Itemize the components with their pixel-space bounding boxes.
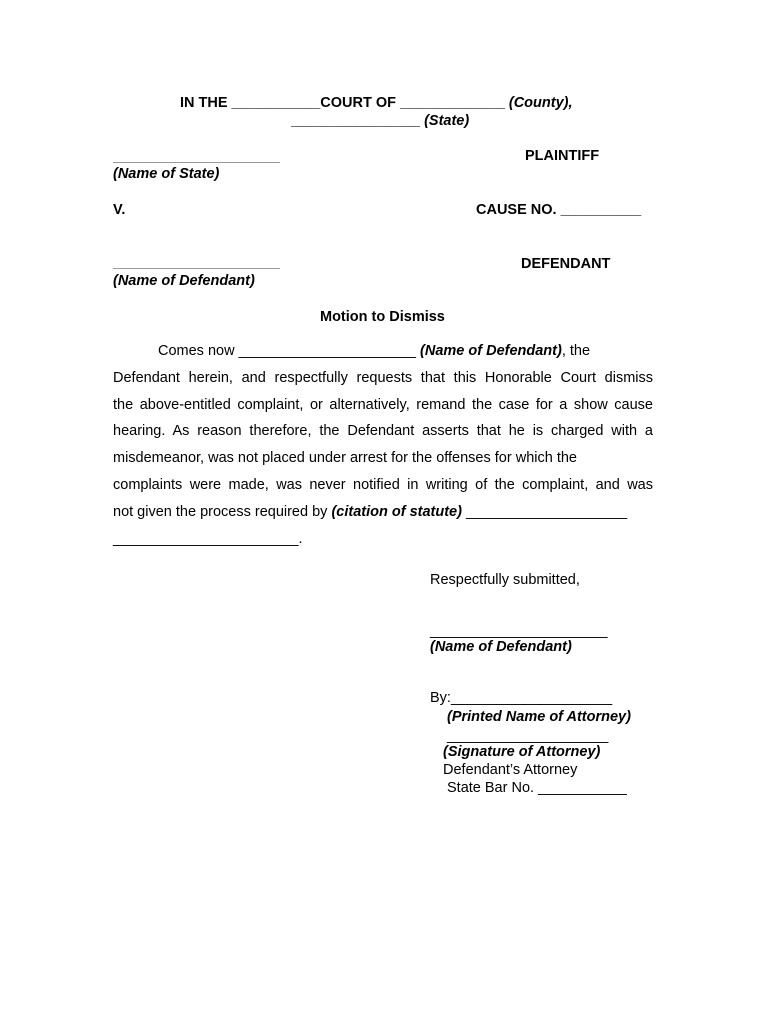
plaintiff-name-line xyxy=(113,162,280,163)
plaintiff-label: PLAINTIFF xyxy=(525,148,600,164)
document-title: Motion to Dismiss xyxy=(320,309,445,325)
attorney-signature-line: ____________________ xyxy=(447,728,609,744)
body-line-7-suffix: ____________________ xyxy=(461,503,628,520)
respectfully-submitted: Respectfully submitted, xyxy=(430,572,580,588)
defendant-name-placeholder: (Name of Defendant) xyxy=(420,343,562,359)
signature-defendant-name: (Name of Defendant) xyxy=(430,639,572,655)
plaintiff-name-label: (Name of State) xyxy=(113,166,220,182)
defendant-label: DEFENDANT xyxy=(521,256,611,272)
body-line-8: _______________________. xyxy=(113,530,303,547)
defendant-name-line xyxy=(113,268,280,269)
body-line-1-prefix: Comes now ______________________ xyxy=(158,343,421,359)
by-line: By:____________________ xyxy=(430,690,613,706)
body-line-6: complaints were made, was never notified in writing of the complaint, and was xyxy=(113,476,653,493)
body-line-3: the above-entitled complaint, or alternatively, remand the case for a show cause xyxy=(113,396,653,413)
versus-label: V. xyxy=(113,202,126,218)
signature-of-attorney: (Signature of Attorney) xyxy=(443,744,601,760)
body-line-2: Defendant herein, and respectfully requests that this Honorable Court dismiss xyxy=(113,369,653,386)
attorney-role: Defendant’s Attorney xyxy=(443,762,578,778)
court-caption-line2 xyxy=(291,112,469,130)
body-line-7-prefix: not given the process required by xyxy=(113,503,332,520)
state-blank: ________________ xyxy=(291,113,421,129)
printed-name-of-attorney: (Printed Name of Attorney) xyxy=(447,709,631,725)
body-line-1-suffix: , the xyxy=(561,343,591,359)
state-bar-number: State Bar No. ___________ xyxy=(447,780,627,796)
cause-number: CAUSE NO. __________ xyxy=(476,202,642,218)
county-label: (County), xyxy=(508,95,573,111)
court-caption-line1 xyxy=(180,94,573,112)
body-line-1 xyxy=(113,338,653,365)
body-line-5: misdemeanor, was not placed under arrest for the offenses for which the xyxy=(113,450,577,467)
court-caption-prefix: IN THE ___________COURT OF _____________ xyxy=(180,95,505,111)
body-line-7 xyxy=(113,499,653,526)
defendant-signature-line: ______________________ xyxy=(430,623,608,639)
defendant-name-label: (Name of Defendant) xyxy=(113,273,255,289)
state-label: (State) xyxy=(424,113,470,129)
body-line-4: hearing. As reason therefore, the Defendant asserts that he is charged with a xyxy=(113,423,653,440)
citation-placeholder: (citation of statute) xyxy=(331,503,462,520)
motion-body xyxy=(113,338,653,552)
